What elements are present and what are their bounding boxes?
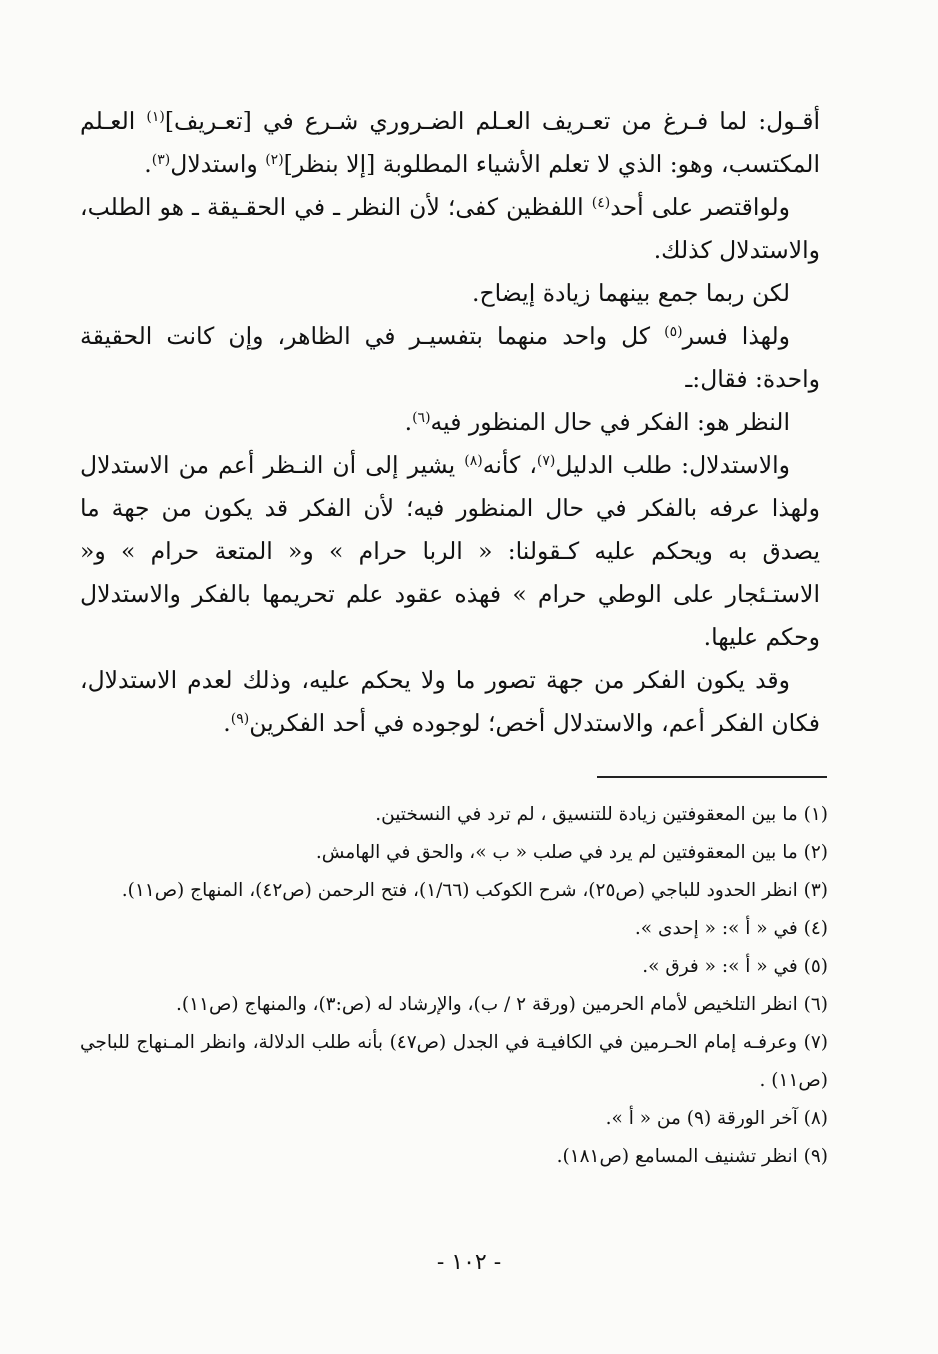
footnote-1: (١) ما بين المعقوفتين زيادة للتنسيق ، لم ترد في النسختين.: [375, 804, 828, 825]
text-run: ولواقتصر على أحد: [610, 193, 790, 221]
footnote-marker: (١): [146, 109, 165, 125]
footnote-9: (٩) انظر تشنيف المسامع (ص١٨١).: [556, 1146, 828, 1167]
text-run: .: [223, 709, 231, 737]
text-run: .: [144, 150, 152, 178]
text-run: واستدلال: [170, 150, 266, 178]
main-text: [80, 100, 820, 745]
footnote-marker: (٨): [464, 453, 483, 469]
text-run: ، كأنه: [482, 451, 537, 479]
text-run: العـلم المكتسب، وهو: الذي لا تعلم الأشياء المطلوبة [إلا بنظر]: [80, 107, 820, 178]
footnote-7: (٧) وعرفـه إمام الحـرمين في الكافيـة في الجدل (ص٤٧) بأنه طلب الدلالة، وانظر المـنهاج للباجي (ص١١) .: [80, 1032, 828, 1091]
paragraph-5: [80, 401, 820, 444]
paragraph-4: [80, 315, 820, 401]
footnote-marker: (٦): [412, 410, 431, 426]
text-run: اللفظين كفى؛ لأن النظر ـ في الحقـيقة ـ هو الطلب، والاستدلال كذلك.: [80, 193, 820, 264]
footnote-marker: (٩): [230, 711, 250, 727]
text-run: ولهذا فسر: [682, 322, 791, 350]
footnote-2: (٢) ما بين المعقوفتين لم يرد في صلب « ب »، والحق في الهامش.: [315, 842, 828, 863]
footnote-6: (٦) انظر التلخيص لأمام الحرمين (ورقة ٢ / ب)، والإرشاد له (ص:٣)، والمنهاج (ص١١).: [176, 994, 828, 1015]
paragraph-6: [80, 444, 820, 659]
text-run: يشير إلى أن النـظر أعم من الاستدلال ولهذا عرفه بالفكر في حال المنظور فيه؛ لأن الفكر قد يكون من جهة ما يصدق به ويحكم عليه كـقولنا: « الربا حرام » و« المتعة حرام » و« الاستـئجار على الوطي حرام » فهذه عقود علم تحريمها بالفكر والاستدلال وحكم عليها.: [80, 451, 820, 651]
footnote-4: (٤) في « أ »: « إحدى ».: [634, 918, 828, 939]
paragraph-3: [80, 272, 820, 315]
paragraph-7: [80, 659, 820, 745]
text-run: أقـول: لما فـرغ من تعـريف العـلم الضـروري شـرع في [تعـريف]: [164, 107, 820, 135]
text-run: والاستدلال: طلب الدليل: [555, 451, 790, 479]
footnote-separator: [597, 776, 827, 778]
text-run: لكن ربما جمع بينهما زيادة إيضاح.: [471, 279, 790, 307]
footnote-marker: (٧): [536, 453, 556, 469]
footnote-marker: (٥): [664, 324, 683, 340]
page-number: - ١٠٢ -: [436, 1250, 502, 1275]
footnote-marker: (٣): [151, 152, 171, 168]
text-run: النظر هو: الفكر في حال المنظور فيه: [430, 408, 790, 436]
footnote-marker: (٢): [265, 152, 284, 168]
paragraph-1: [80, 100, 820, 186]
footnotes: [80, 796, 828, 1176]
text-run: وقد يكون الفكر من جهة تصور ما ولا يحكم عليه، وذلك لعدم الاستدلال، فكان الفكر أعم، والاستدلال أخص؛ لوجوده في أحد الفكرين: [80, 666, 820, 737]
footnote-8: (٨) آخر الورقة (٩) من « أ ».: [605, 1108, 828, 1129]
footnote-5: (٥) في « أ »: « فرق ».: [642, 956, 828, 977]
paragraph-2: [80, 186, 820, 272]
footnote-3: (٣) انظر الحدود للباجي (ص٢٥)، شرح الكوكب (١/٦٦)، فتح الرحمن (ص٤٢)، المنهاج (ص١١).: [121, 880, 828, 901]
footnote-marker: (٤): [591, 195, 611, 211]
text-run: .: [404, 408, 413, 436]
text-run: كل واحد منهما بتفسيـر في الظاهر، وإن كانت الحقيقة واحدة: فقال:ـ: [80, 322, 820, 393]
